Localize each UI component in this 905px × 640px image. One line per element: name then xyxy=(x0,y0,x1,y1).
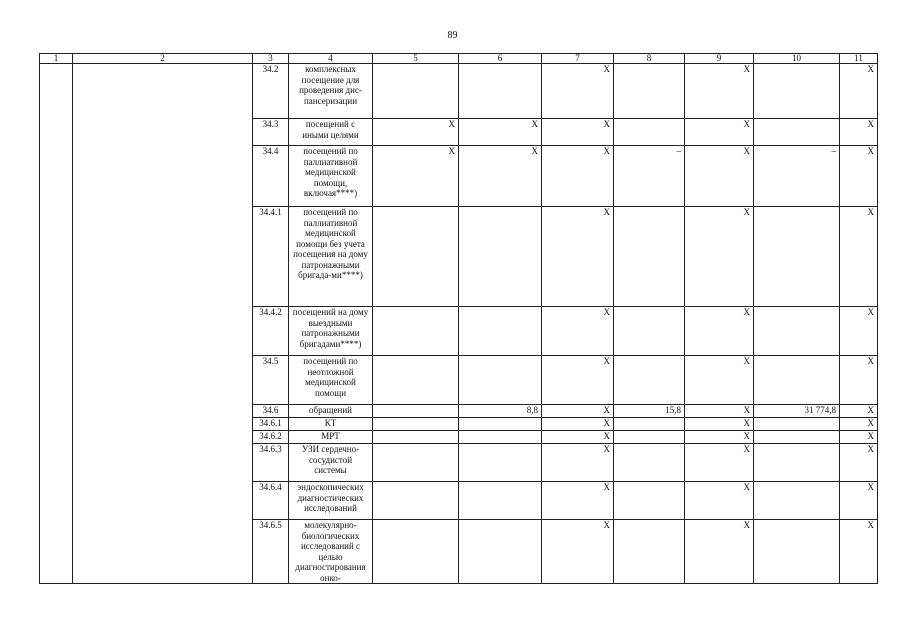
row-code-cell: 34.6.3 xyxy=(253,444,289,482)
column-header: 5 xyxy=(373,54,459,64)
row-code-cell: 34.4.2 xyxy=(253,307,289,356)
row-code-cell: 34.6.1 xyxy=(253,418,289,431)
row-code-cell: 34.4.1 xyxy=(253,207,289,307)
cell-col10 xyxy=(754,64,840,119)
cell-col7: X xyxy=(542,146,614,207)
row-name-cell: посещений с иными целями xyxy=(289,119,373,146)
row-name-cell: МРТ xyxy=(289,431,373,444)
cell-col6 xyxy=(459,482,542,520)
column-header: 1 xyxy=(40,54,73,64)
cell-col10 xyxy=(754,119,840,146)
cell-col6 xyxy=(459,444,542,482)
cell-col8 xyxy=(614,207,685,307)
cell-col8 xyxy=(614,482,685,520)
cell-col9: X xyxy=(685,207,754,307)
cell-col10 xyxy=(754,431,840,444)
cell-col7: X xyxy=(542,520,614,584)
cell-col6 xyxy=(459,64,542,119)
cell-col11: X xyxy=(840,444,878,482)
column-header: 4 xyxy=(289,54,373,64)
row-name-cell: посещений на дому выездными патронажными бригадами****) xyxy=(289,307,373,356)
cell-col11: X xyxy=(840,146,878,207)
cell-col10: – xyxy=(754,146,840,207)
column-header: 9 xyxy=(685,54,754,64)
cell-col9: X xyxy=(685,405,754,418)
cell-col6 xyxy=(459,431,542,444)
cell-col9: X xyxy=(685,444,754,482)
cell-col10: 31 774,8 xyxy=(754,405,840,418)
cell-col9: X xyxy=(685,482,754,520)
cell-col7: X xyxy=(542,307,614,356)
cell-col9: X xyxy=(685,119,754,146)
cell-col6: X xyxy=(459,146,542,207)
data-table xyxy=(39,53,878,584)
cell-col8 xyxy=(614,307,685,356)
row-code-cell: 34.2 xyxy=(253,64,289,119)
cell-col5 xyxy=(373,356,459,405)
cell-col10 xyxy=(754,482,840,520)
cell-col9: X xyxy=(685,64,754,119)
cell-col8: – xyxy=(614,146,685,207)
row-name-cell: посещений по неотложной медицинской помощи xyxy=(289,356,373,405)
cell-col10 xyxy=(754,444,840,482)
row-name-cell: посещений по паллиативной медицинской помощи, включая****) xyxy=(289,146,373,207)
cell-col9: X xyxy=(685,520,754,584)
column-header: 6 xyxy=(459,54,542,64)
cell-col10 xyxy=(754,207,840,307)
cell-col10 xyxy=(754,307,840,356)
cell-col9: X xyxy=(685,431,754,444)
cell-col11: X xyxy=(840,307,878,356)
cell-col8 xyxy=(614,418,685,431)
cell-col11: X xyxy=(840,356,878,405)
cell-col6: X xyxy=(459,119,542,146)
row-code-cell: 34.4 xyxy=(253,146,289,207)
cell-col5 xyxy=(373,431,459,444)
cell-col7: X xyxy=(542,418,614,431)
cell-col5 xyxy=(373,482,459,520)
cell-col10 xyxy=(754,356,840,405)
row-code-cell: 34.6.4 xyxy=(253,482,289,520)
cell-col11: X xyxy=(840,431,878,444)
row-name-cell: КТ xyxy=(289,418,373,431)
cell-col5 xyxy=(373,307,459,356)
cell-col5 xyxy=(373,418,459,431)
cell-col11: X xyxy=(840,482,878,520)
column-header: 3 xyxy=(253,54,289,64)
row-code-cell: 34.5 xyxy=(253,356,289,405)
row-code-cell: 34.6.2 xyxy=(253,431,289,444)
cell-col5 xyxy=(373,405,459,418)
cell-col9: X xyxy=(685,418,754,431)
row-name-cell: УЗИ сердечно-сосудистой системы xyxy=(289,444,373,482)
cell-col8 xyxy=(614,356,685,405)
cell-col5: X xyxy=(373,119,459,146)
row-name-cell: обращений xyxy=(289,405,373,418)
cell-col11: X xyxy=(840,418,878,431)
cell-col9: X xyxy=(685,307,754,356)
cell-col6 xyxy=(459,520,542,584)
cell-col11: X xyxy=(840,405,878,418)
cell-col8 xyxy=(614,119,685,146)
row-name-cell: посещений по паллиативной медицинской помощи без учета посещения на дому патронажными бригада-ми****) xyxy=(289,207,373,307)
cell-col7: X xyxy=(542,482,614,520)
cell-col7: X xyxy=(542,207,614,307)
cell-col5 xyxy=(373,207,459,307)
cell-col7: X xyxy=(542,431,614,444)
table-row xyxy=(40,64,878,119)
cell-col7: X xyxy=(542,444,614,482)
cell-col10 xyxy=(754,520,840,584)
cell-col11: X xyxy=(840,64,878,119)
cell-col6 xyxy=(459,207,542,307)
cell-col5 xyxy=(373,520,459,584)
cell-col11: X xyxy=(840,207,878,307)
column-header: 7 xyxy=(542,54,614,64)
cell-col8: 15,8 xyxy=(614,405,685,418)
cell-col8 xyxy=(614,431,685,444)
column-header: 10 xyxy=(754,54,840,64)
row-code-cell: 34.6 xyxy=(253,405,289,418)
row-code-cell: 34.3 xyxy=(253,119,289,146)
cell-col11: X xyxy=(840,520,878,584)
cell-col2-empty xyxy=(73,64,253,584)
row-name-cell: комплексных посещение для проведения дис-пансеризации xyxy=(289,64,373,119)
row-name-cell: молекулярно-биологических исследований с целью диагностирования онко- xyxy=(289,520,373,584)
column-header: 2 xyxy=(73,54,253,64)
cell-col9: X xyxy=(685,356,754,405)
page-number: 89 xyxy=(447,30,458,41)
cell-col5 xyxy=(373,444,459,482)
column-header: 8 xyxy=(614,54,685,64)
cell-col9: X xyxy=(685,146,754,207)
cell-col10 xyxy=(754,418,840,431)
column-number-row xyxy=(40,54,878,64)
cell-col5: X xyxy=(373,146,459,207)
cell-col7: X xyxy=(542,64,614,119)
cell-col6 xyxy=(459,418,542,431)
cell-col6 xyxy=(459,356,542,405)
row-name-cell: эндоскопических диагностических исследований xyxy=(289,482,373,520)
cell-col8 xyxy=(614,64,685,119)
cell-col5 xyxy=(373,64,459,119)
row-code-cell: 34.6.5 xyxy=(253,520,289,584)
cell-col6: 8,8 xyxy=(459,405,542,418)
cell-col8 xyxy=(614,520,685,584)
cell-col6 xyxy=(459,307,542,356)
column-header: 11 xyxy=(840,54,878,64)
cell-col1-empty xyxy=(40,64,73,584)
cell-col8 xyxy=(614,444,685,482)
cell-col11: X xyxy=(840,119,878,146)
cell-col7: X xyxy=(542,405,614,418)
cell-col7: X xyxy=(542,119,614,146)
cell-col7: X xyxy=(542,356,614,405)
